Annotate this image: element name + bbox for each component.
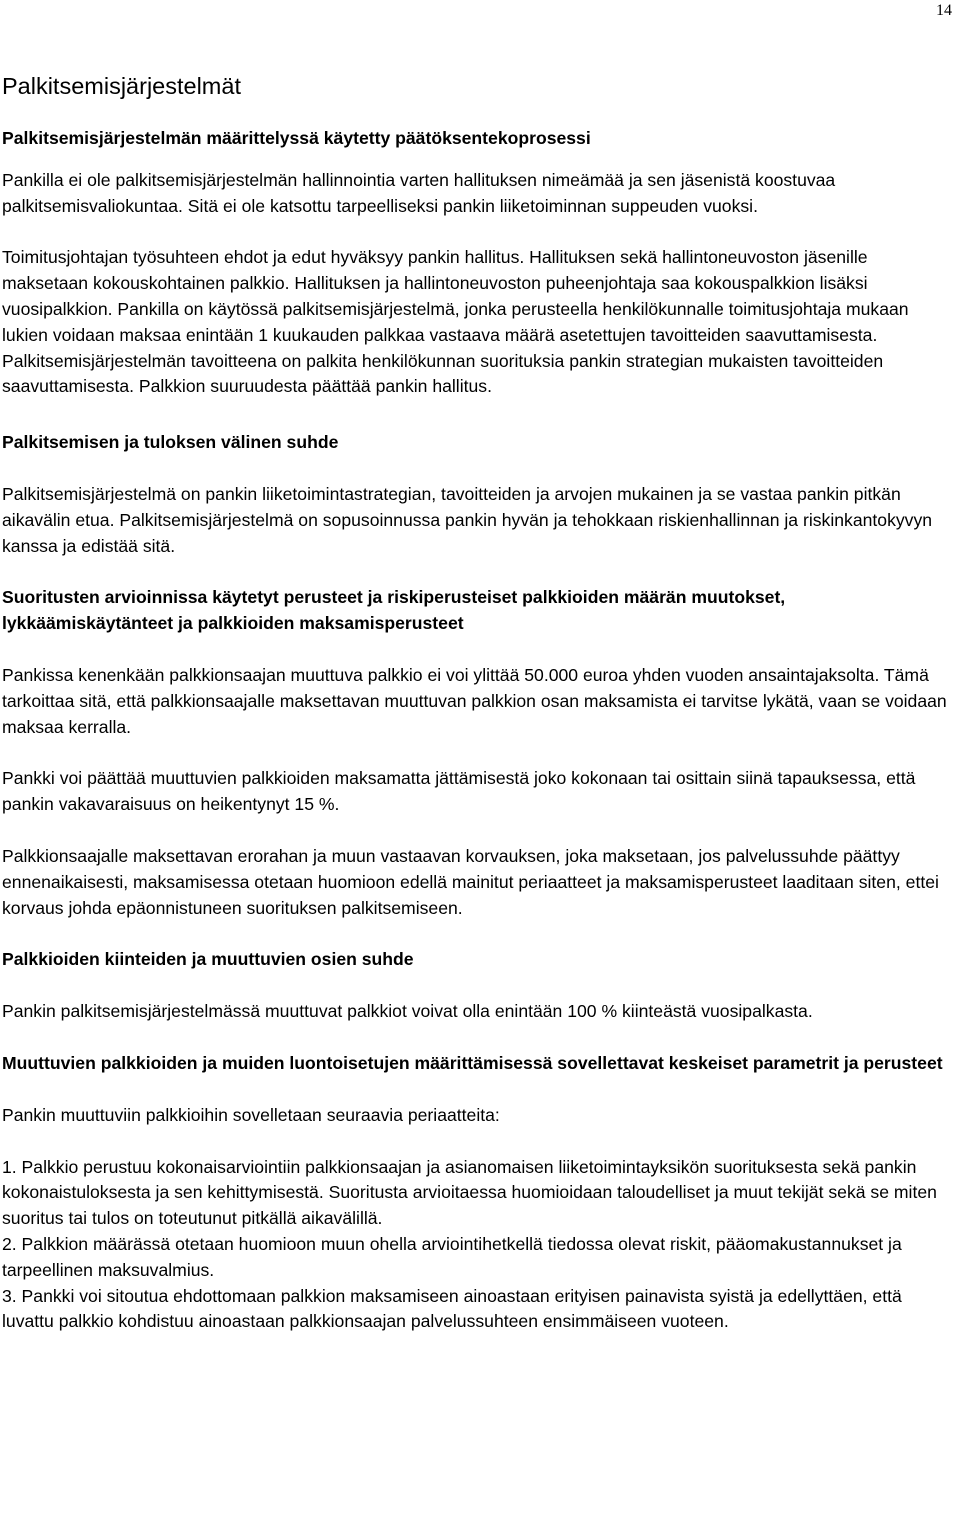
- section-heading: Palkkioiden kiinteiden ja muuttuvien osien suhde: [2, 949, 414, 970]
- section-performance-criteria: [2, 585, 952, 921]
- paragraph: Pankilla ei ole palkitsemisjärjestelmän hallinnointia varten hallituksen nimeämää ja sen jäsenistä koostuvaa palkitsemisvaliokuntaa. Sitä ei ole katsottu tarpeelliseksi pankin liiketoiminnan suppeuden vuoksi.: [2, 169, 836, 216]
- page-number: 14: [936, 2, 952, 19]
- list-item: 1. Palkkio perustuu kokonaisarviointiin palkkionsaajan ja asianomaisen liiketoimintayksikön suorituksesta sekä pankin kokonaistuloksesta ja sen kehittymisestä. Suoritusta arvioitaessa huomioidaan taloudelliset ja muut tekijät sekä se miten suoritus tai tulos on toteutunut pitkällä aikavälillä.: [2, 1156, 937, 1229]
- section-variable-parameters: [2, 1051, 952, 1335]
- document-body: [2, 68, 952, 1335]
- section-heading: Palkitsemisjärjestelmän määrittelyssä käytetty päätöksentekoprosessi: [2, 128, 591, 148]
- paragraph: Pankissa kenenkään palkkionsaajan muuttuva palkkio ei voi ylittää 50.000 euroa yhden vuoden ansaintajaksolta. Tämä tarkoittaa sitä, että palkkionsaajalle maksettavan muuttuvan palkkion osan maksamista ei tarvitse lykätä, vaan se voidaan maksaa kerralla.: [2, 664, 947, 737]
- section-heading: Muuttuvien palkkioiden ja muiden luontoisetujen määrittämisessä sovellettavat keskeiset parametrit ja perusteet: [2, 1052, 943, 1073]
- paragraph: Toimitusjohtajan työsuhteen ehdot ja edut hyväksyy pankin hallitus. Hallituksen sekä hallintoneuvoston jäsenille maksetaan kokouskohtainen palkkio. Hallituksen ja hallintoneuvoston puheenjohtaja saa kokouspalkkion lisäksi vuosipalkkion. Pankilla on käytössä palkitsemisjärjestelmä, jonka perusteella henkilökunnalle toimitusjohtaja mukaan lukien voidaan maksaa enintään 1 kuukauden palkkaa vastaava määrä asetettujen tavoitteiden saavuttamisesta. Palkitsemisjärjestelmän tavoitteena on palkita henkilökunnan suorituksia pankin strategian mukaisten tavoitteiden saavuttamisesta. Palkkion suuruudesta päättää pankin hallitus.: [2, 247, 909, 397]
- section-heading: Suoritusten arvioinnissa käytetyt perusteet ja riskiperusteiset palkkioiden määrän muutokset, lykkäämiskäytänteet ja palkkioiden maksamisperusteet: [2, 587, 786, 634]
- list-item: 2. Palkkion määrässä otetaan huomioon muun ohella arviointihetkellä tiedossa olevat riskit, pääomakustannukset ja tarpeellinen maksuvalmius.: [2, 1233, 902, 1280]
- paragraph: Palkitsemisjärjestelmä on pankin liiketoimintastrategian, tavoitteiden ja arvojen mukainen ja se vastaa pankin pitkän aikavälin etua. Palkitsemisjärjestelmä on sopusoinnussa pankin hyvän ja tehokkaan riskienhallinnan ja riskinkantokyvyn kanssa ja edistää sitä.: [2, 483, 933, 556]
- paragraph: Pankin palkitsemisjärjestelmässä muuttuvat palkkiot voivat olla enintään 100 % kiinteästä vuosipalkasta.: [2, 1001, 813, 1022]
- section-reward-result-relation: [2, 430, 952, 559]
- list-item: 3. Pankki voi sitoutua ehdottomaan palkkion maksamiseen ainoastaan erityisen painavista syistä ja edellyttäen, että luvattu palkkio kohdistuu ainoastaan palkkionsaajan palvelussuhteen ensimmäiseen vuoteen.: [2, 1285, 902, 1332]
- section-decision-process: [2, 126, 952, 400]
- paragraph: Palkkionsaajalle maksettavan erorahan ja muun vastaavan korvauksen, joka maksetaan, jos palvelussuhde päättyy ennenaikaisesti, maksamisessa otetaan huomioon edellä mainitut periaatteet ja maksamisperusteet laaditaan siten, ettei korvaus johda epäonnistuneen suorituksen palkitsemiseen.: [2, 845, 939, 918]
- principles-list: [2, 1155, 952, 1336]
- paragraph: Pankki voi päättää muuttuvien palkkioiden maksamatta jättämisestä joko kokonaan tai osittain siinä tapauksessa, että pankin vakavaraisuus on heikentynyt 15 %.: [2, 768, 916, 815]
- page-title: Palkitsemisjärjestelmät: [2, 73, 241, 99]
- paragraph: Pankin muuttuviin palkkioihin sovelletaan seuraavia periaatteita:: [2, 1104, 500, 1125]
- section-heading: Palkitsemisen ja tuloksen välinen suhde: [2, 432, 339, 453]
- section-fixed-variable-ratio: [2, 947, 952, 1025]
